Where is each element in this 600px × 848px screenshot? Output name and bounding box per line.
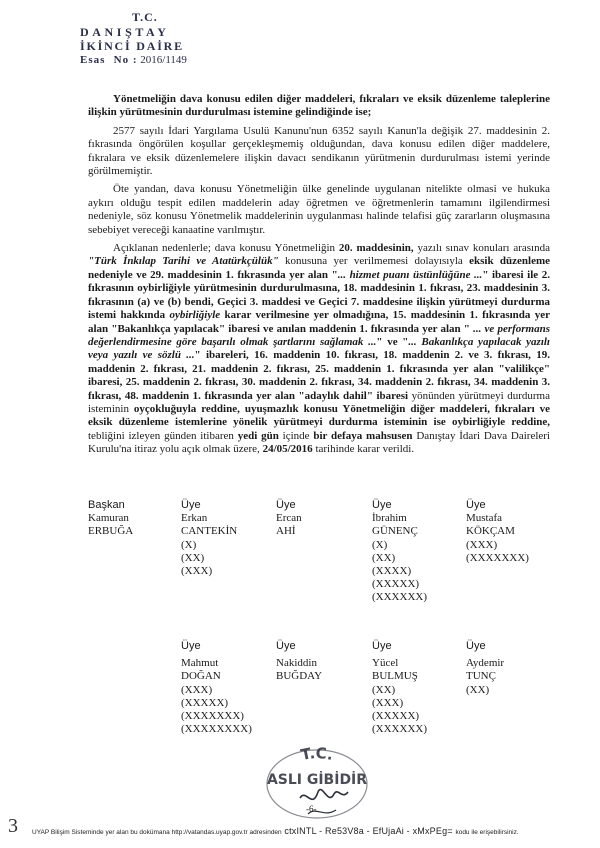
footer-suffix: kodu ile erişebilirsiniz. [455,829,519,836]
signatory-title: Üye [372,640,392,652]
paragraph-1-text: Yönetmeliğin dava konusu edilen diğer maddeleri, fıkraları ve eksik düzenleme taleplerine ilişkin yürütmesinin durdurulması istemine gelindiğinde ise; [88,93,550,119]
paragraph-4-decision [88,242,550,457]
esas-label: Esas [80,54,106,66]
bold-italic-span: oybirliğiyle [169,309,221,322]
signatory-title: Üye [466,640,486,652]
signatory-member [276,499,302,539]
signatory-line: (XXX) [372,696,404,709]
signatory-chair [88,499,133,539]
signatory-line: Mustafa [466,512,503,525]
signatory-line: (XXX) [181,565,213,578]
signatory-line: TUNÇ [466,670,496,683]
signatory-line: Aydemir [466,657,505,670]
signatory-title: Başkan [88,499,125,511]
bold-italic-span: "Türk İnkılap Tarihi ve Atatürkçülük" [88,255,279,268]
certified-copy-stamp [258,740,376,822]
signatory-line: Erkan [181,512,208,525]
bold-italic-span: ... ve performans değerlendirmesine göre başarılı olmak şartlarını sağlamak ... [88,322,551,348]
text-span: konusuna yer verilmemesi dolayısıyla [278,255,470,268]
stamp-main-text: ASLI GİBİDİR [266,772,368,788]
case-number-line [80,54,187,66]
text-span: Danıştay İdari Dava Daireleri Kurulu'na itiraz yolu açık olmak üzere, [88,429,550,456]
signatory-member [466,499,529,565]
signatory-line: BULMUŞ [372,670,418,683]
signatory-title: Üye [181,499,201,511]
signatory-line: (XXXXX) [372,578,420,591]
department-name: İKİNCİ DAİRE [80,39,184,53]
signatory-line: İbrahim [372,512,407,525]
signatory-line: (XXXXXX) [372,723,427,736]
signatory-title: Üye [181,640,201,652]
verification-footer [32,826,597,836]
signatory-line: (X) [372,538,388,551]
bold-span: yedi gün [237,429,279,442]
signatory-line: Ercan [276,512,302,525]
signatory-line: GÜNENÇ [372,525,418,538]
signatory-member [181,499,237,578]
paragraph-3: Öte yandan, dava konusu Yönetmeliğin ülke genelinde uygulanan nitelikte olmasi ve hukuka aykırı olduğu tespit edilen maddelerin aday öğretmen ve öğretmenlerin tamamını ilgilendirmesi nedeniyle, söz konusu Yönetmelik maddelerinin uygulanması halinde telafisi güç zararların oluşmasına sebebiyet vereceği kanaatine varılmıştır. [88,183,550,236]
signatory-line: (XXXXX) [372,710,420,723]
signatory-member [372,640,427,736]
document-body [88,93,550,457]
text-span: içinde [278,429,314,442]
text-span: yönünden yürütmeyi durdurma isteminin [88,389,550,415]
page-number: -6- [306,804,317,814]
bold-span: oyçokluğuyla reddine, uyuşmazlık konusu Yönetmeliğin diğer maddeleri, fıkraları ve eksik düzenleme istemlerine yönelik yürütmeyi durdurma isteminin ise oybirliğiyle reddine, [88,402,550,429]
signatory-line: (XXXXX) [181,696,229,709]
signatory-title: Üye [276,640,296,652]
signatory-line: (XXXXXX) [372,591,427,604]
signatory-title: Üye [276,499,296,511]
signatory-line: (XXX) [181,683,213,696]
text-span: Açıklanan nedenlerle; dava konusu Yönetmeliğin [113,242,339,255]
signatory-title: Üye [372,499,392,511]
signatory-line: Kamuran [88,512,129,525]
signatory-line: (XXXXXXX) [466,551,529,564]
signatory-member [466,640,504,697]
signatory-line: (XXXX) [372,565,412,578]
bold-italic-span: ... Bakanlıkça yapılacak yazılı veya yazılı ve sözlü ... [88,335,550,362]
signatory-line: KÖKÇAM [466,525,515,538]
signatory-line: (XX) [372,683,396,696]
bold-span: bir defaya mahsusen [313,429,413,442]
verification-code: ctxINTL - Re53V8a - EfUjaAi - xMxPEg= [281,826,456,836]
bold-italic-span: ... hizmet puanı üstünlüğüne ... [337,268,483,281]
signatory-line: (XXXXXXX) [181,710,244,723]
signatory-line: CANTEKİN [181,525,238,538]
signatory-line: Mahmut [181,657,219,670]
signatory-line: (XXXXXXXX) [181,723,252,736]
margin-mark: 3 [8,815,18,837]
text-span: tebliğini izleyen günden itibaren [88,429,238,442]
bold-span: " ibareleri, 16. maddenin 10. fıkrası, 18. maddenin 2. ve 3. fıkrası, 19. maddenin 2. fıkrası, 21. maddenin 2. fıkrası, 25. maddenin 1. fıkrasında yer alan "valilikçe" ibaresi, 25. maddenin 2. fıkrası, 30. maddenin 2. fıkrası, 34. maddenin 2. fıkrası, 34. maddenin 3. fıkrası, 48. maddenin 1. fıkrasında yer alan "adaylık dahil" ibaresi [88,349,550,402]
signatory-title: Üye [466,499,486,511]
footer-prefix: UYAP Bilişim Sisteminde yer alan bu dokümana http://vatandas.uyap.gov.tr adresinden [32,829,282,836]
signatory-line: (XX) [372,551,396,564]
signatory-line: Yücel [372,657,399,670]
signatory-member [181,640,252,736]
no-label: No : [113,54,138,66]
signatory-line: (XXX) [466,538,498,551]
case-number: 2016/1149 [140,54,187,66]
decision-date: 24/05/2016 [262,443,313,456]
signatory-line: DOĞAN [181,670,221,683]
signatory-line: BUĞDAY [276,670,323,683]
paragraph-2: 2577 sayılı İdari Yargılama Usulü Kanunu'nun 6352 sayılı Kanun'la değişik 27. maddesinin 2. fıkrasında öngörülen koşullar gerçekleşmemiş olduğundan, dava konusu edilen diğer maddelere, fıkralara ve eksik düzenlemelere ilişkin davacı sendikanın yürütmenin durdurulması istemi yerinde görülmemiştir. [88,124,550,178]
signatory-line: ERBUĞA [88,525,134,538]
text-span: tarihinde karar verildi. [312,443,415,456]
text-span: yazılı sınav konuları arasında [413,242,550,255]
signatory-line: (X) [181,538,197,551]
signatory-member [372,499,427,605]
tc-label: T.C. [132,10,158,24]
signatory-line: (XX) [466,683,490,696]
bold-span: karar verilmesine yer olmadığına, 15. maddesinin 1. fıkrasında yer alan "Bakanlıkça yapılacak" ibaresi ve anılan maddenin 1. fıkrasında yer alan " [88,309,551,335]
signatory-line: AHİ [276,525,296,538]
signatory-line: (XX) [181,551,205,564]
handwritten-signature [300,789,348,799]
signatory-line: Nakiddin [276,657,317,670]
signatory-member [276,640,322,684]
bold-span: 20. maddesinin, [338,242,414,255]
paragraph-1 [88,93,550,120]
bold-span: " ibaresi ile 2. fıkrasının oybirliğiyle yürütmesinin durdurulmasına, 18. maddesinin 1. fıkrası, 23. maddesinin 3. fıkrasının (a) ve (b) bendi, Geçici 3. maddesi ve Geçici 7. maddesine ilişkin yürütmeyi durdurma istemi hakkında [88,268,550,322]
bold-span: " ve " [376,335,409,348]
bold-span: eksik düzenleme nedeniyle ve 29. maddesinin 1. fıkrasında yer alan " [88,255,550,281]
court-name: DANIŞTAY [80,25,170,39]
stamp-top-text: T.C. [299,744,336,765]
